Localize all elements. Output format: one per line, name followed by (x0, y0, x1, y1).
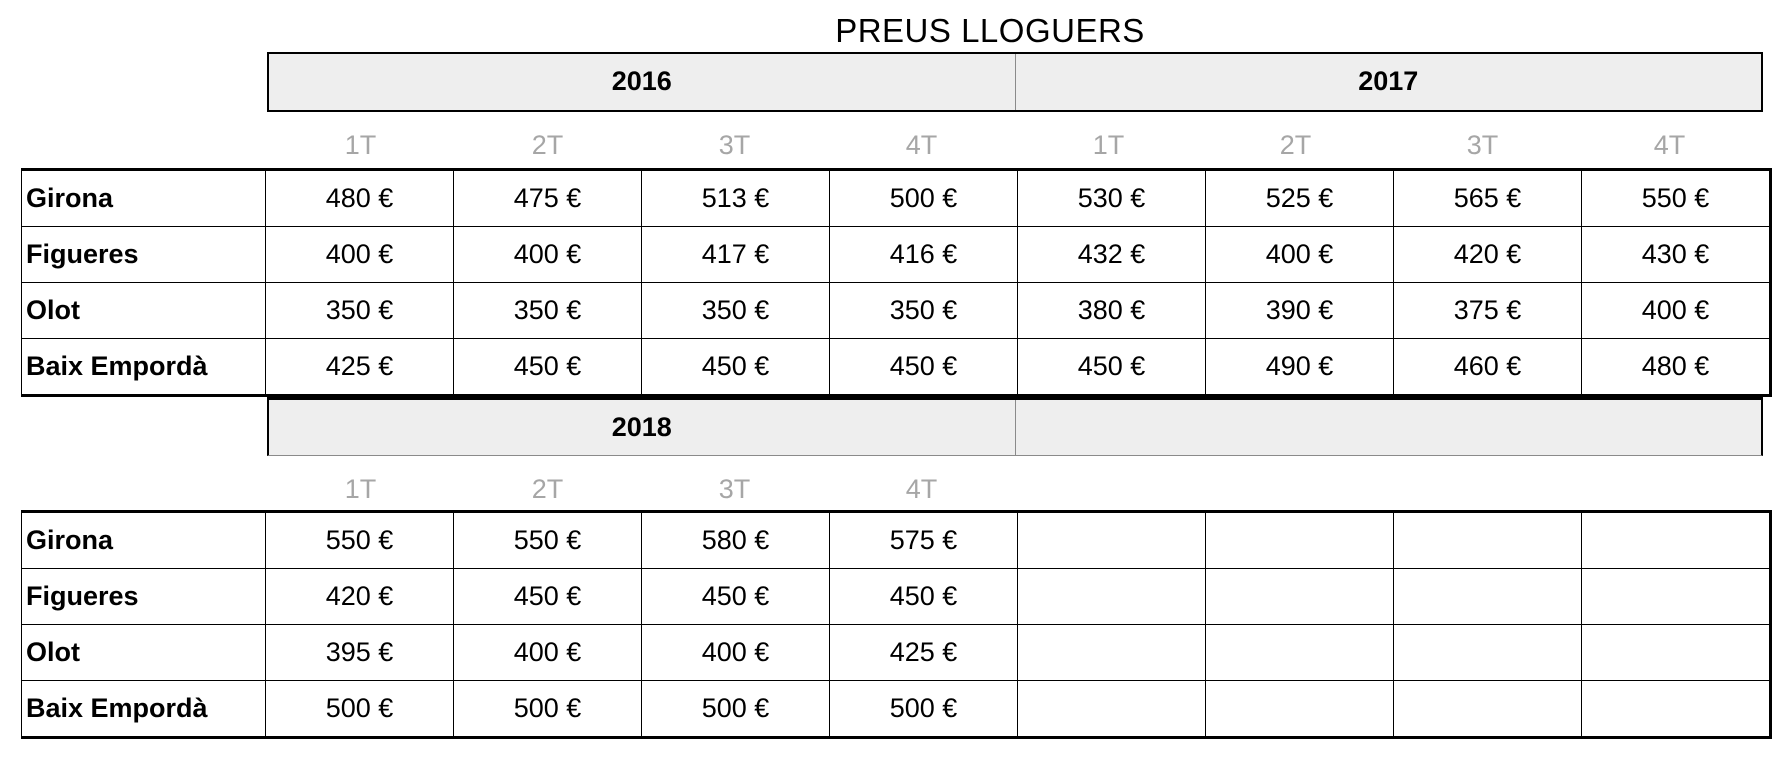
price-cell: 395 € (266, 625, 454, 681)
table-row (22, 625, 1771, 681)
price-cell: 500 € (830, 681, 1018, 738)
year-header-2018: 2018 (611, 412, 672, 442)
price-cell: 425 € (266, 339, 454, 396)
quarter-label: 4T (1653, 130, 1686, 160)
price-cell: 432 € (1018, 227, 1206, 283)
quarter-label: 3T (1466, 130, 1499, 160)
empty-cell (1206, 681, 1394, 738)
quarter-label: 1T (344, 130, 377, 160)
empty-cell (1394, 681, 1582, 738)
empty-cell (1018, 569, 1206, 625)
year-header-bar (267, 52, 1763, 112)
price-cell: 400 € (1206, 227, 1394, 283)
price-cell: 390 € (1206, 283, 1394, 339)
quarter-label: 1T (344, 474, 377, 504)
table-title: PREUS LLOGUERS (835, 12, 1145, 49)
row-label: Baix Empordà (22, 339, 266, 396)
empty-cell (1206, 512, 1394, 569)
table-row (22, 227, 1771, 283)
price-cell: 550 € (266, 512, 454, 569)
row-label: Girona (22, 512, 266, 569)
empty-cell (1394, 512, 1582, 569)
price-cell: 400 € (454, 625, 642, 681)
price-cell: 475 € (454, 170, 642, 227)
year-header-2017: 2017 (1015, 54, 1762, 110)
empty-cell (1582, 681, 1771, 738)
price-cell: 380 € (1018, 283, 1206, 339)
empty-cell (1582, 512, 1771, 569)
price-cell: 565 € (1394, 170, 1582, 227)
quarter-label: 2T (531, 474, 564, 504)
price-cell: 480 € (1582, 339, 1771, 396)
price-cell: 450 € (642, 569, 830, 625)
empty-cell (1018, 625, 1206, 681)
price-cell: 350 € (266, 283, 454, 339)
row-label: Baix Empordà (22, 681, 266, 738)
price-cell: 525 € (1206, 170, 1394, 227)
price-cell: 450 € (642, 339, 830, 396)
price-cell: 400 € (266, 227, 454, 283)
price-cell: 430 € (1582, 227, 1771, 283)
row-label: Olot (22, 625, 266, 681)
price-cell: 460 € (1394, 339, 1582, 396)
price-cell: 375 € (1394, 283, 1582, 339)
price-cell: 500 € (454, 681, 642, 738)
quarter-label: 3T (718, 130, 751, 160)
price-cell: 400 € (1582, 283, 1771, 339)
empty-cell (1206, 625, 1394, 681)
quarter-label: 3T (718, 474, 751, 504)
table-row (22, 283, 1771, 339)
price-cell: 416 € (830, 227, 1018, 283)
empty-cell (1018, 681, 1206, 738)
quarter-label: 2T (531, 130, 564, 160)
price-cell: 500 € (830, 170, 1018, 227)
data-table-2018 (21, 510, 1772, 739)
price-cell: 420 € (266, 569, 454, 625)
price-cell: 513 € (642, 170, 830, 227)
price-cell: 530 € (1018, 170, 1206, 227)
price-cell: 580 € (642, 512, 830, 569)
price-cell: 400 € (454, 227, 642, 283)
empty-cell (1582, 569, 1771, 625)
price-cell: 400 € (642, 625, 830, 681)
price-cell: 350 € (454, 283, 642, 339)
year-header-bar (267, 397, 1763, 456)
year-header-empty (1015, 400, 1762, 455)
row-label: Figueres (22, 227, 266, 283)
price-cell: 450 € (830, 569, 1018, 625)
price-cell: 450 € (830, 339, 1018, 396)
price-cell: 480 € (266, 170, 454, 227)
row-label: Figueres (22, 569, 266, 625)
price-cell: 420 € (1394, 227, 1582, 283)
quarter-header-row (267, 466, 1763, 512)
empty-cell (1206, 569, 1394, 625)
price-cell: 490 € (1206, 339, 1394, 396)
price-cell: 450 € (1018, 339, 1206, 396)
price-cell: 425 € (830, 625, 1018, 681)
row-label: Olot (22, 283, 266, 339)
table-row (22, 512, 1771, 569)
price-cell: 500 € (266, 681, 454, 738)
price-cell: 500 € (642, 681, 830, 738)
price-cell: 450 € (454, 339, 642, 396)
quarter-label: 2T (1279, 130, 1312, 160)
price-cell: 450 € (454, 569, 642, 625)
data-table-2016-2017 (21, 168, 1772, 397)
table-row (22, 170, 1771, 227)
quarter-label: 1T (1092, 130, 1125, 160)
price-cell: 550 € (454, 512, 642, 569)
quarter-header-row (267, 122, 1763, 168)
empty-cell (1018, 512, 1206, 569)
price-cell: 350 € (830, 283, 1018, 339)
empty-cell (1582, 625, 1771, 681)
price-cell: 575 € (830, 512, 1018, 569)
quarter-label: 4T (905, 130, 938, 160)
table-row (22, 339, 1771, 396)
price-cell: 417 € (642, 227, 830, 283)
empty-cell (1394, 625, 1582, 681)
table-row (22, 569, 1771, 625)
empty-cell (1394, 569, 1582, 625)
price-cell: 550 € (1582, 170, 1771, 227)
table-row (22, 681, 1771, 738)
price-cell: 350 € (642, 283, 830, 339)
quarter-label: 4T (905, 474, 938, 504)
row-label: Girona (22, 170, 266, 227)
year-header-2016: 2016 (611, 66, 672, 96)
